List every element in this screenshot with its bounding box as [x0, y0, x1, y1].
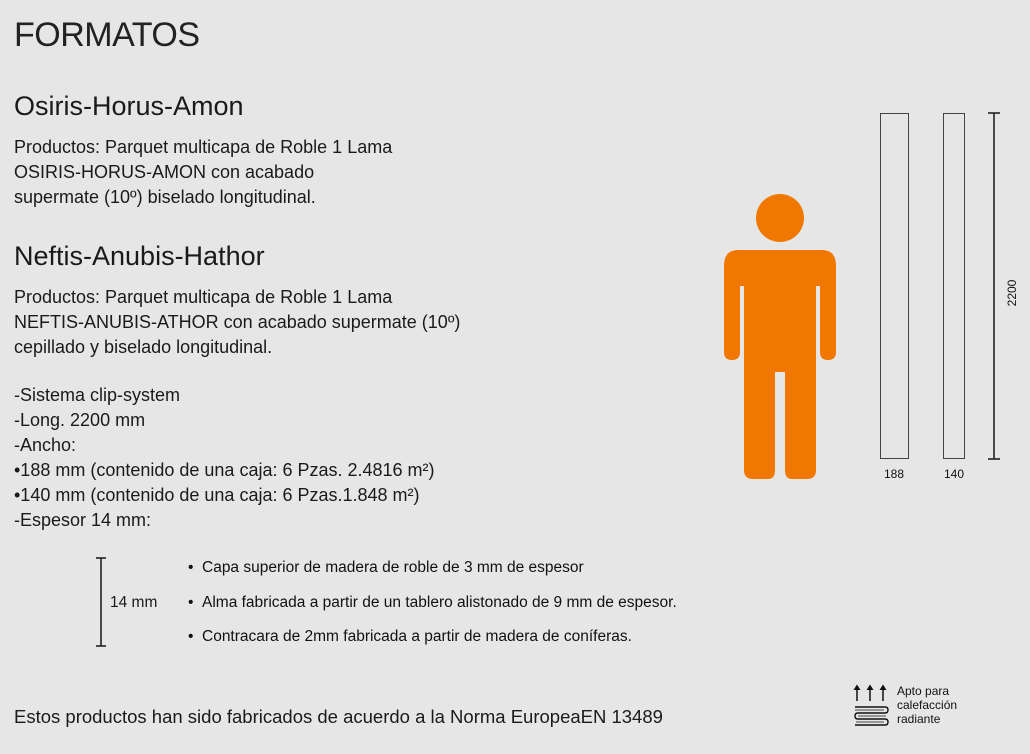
layer-item-core: [188, 594, 677, 612]
length-dimension-icon: [986, 112, 1002, 462]
plank-188: [880, 113, 909, 459]
layer-text: Contracara de 2mm fabricada a partir de madera de coníferas.: [202, 628, 632, 645]
plank-140: [943, 113, 965, 459]
radiant-heating-icon: [852, 684, 892, 730]
plank-width-label-140: 140: [944, 467, 965, 481]
description-line: supermate (10º) biselado longitudinal.: [14, 187, 316, 207]
thickness-bracket-icon: [94, 556, 108, 648]
spec-item: •140 mm (contenido de una caja: 6 Pzas.1.848 m²): [14, 485, 420, 505]
section-description-osiris: [14, 135, 392, 210]
spec-item: -Espesor 14 mm:: [14, 510, 152, 530]
layer-item-top: [188, 559, 584, 577]
bullet-icon: •: [188, 559, 194, 576]
bullet-icon: •: [188, 594, 194, 611]
plank-width-label-188: 188: [884, 467, 905, 481]
thickness-label: 14 mm: [110, 594, 158, 611]
layer-item-back: [188, 628, 632, 646]
description-line: Productos: Parquet multicapa de Roble 1 Lama: [14, 287, 393, 307]
description-line: cepillado y biselado longitudinal.: [14, 337, 273, 357]
heating-badge-text: [897, 684, 957, 726]
page-title: FORMATOS: [14, 16, 200, 54]
length-label: 2200: [1005, 279, 1019, 307]
section-heading-osiris: Osiris-Horus-Amon: [14, 91, 244, 121]
human-figure-icon: [722, 194, 838, 480]
heating-line: Apto para: [897, 684, 950, 698]
spec-item: -Ancho:: [14, 435, 77, 455]
description-line: Productos: Parquet multicapa de Roble 1 Lama: [14, 137, 393, 157]
description-line: OSIRIS-HORUS-AMON con acabado: [14, 162, 315, 182]
heating-line: radiante: [897, 712, 941, 726]
layer-text: Alma fabricada a partir de un tablero alistonado de 9 mm de espesor.: [202, 594, 677, 611]
spec-item: -Sistema clip-system: [14, 385, 181, 405]
bullet-icon: •: [188, 628, 194, 645]
footer-note: Estos productos han sido fabricados de acuerdo a la Norma EuropeaEN 13489: [14, 706, 663, 727]
section-description-neftis: [14, 285, 460, 360]
specs-list: [14, 383, 435, 533]
section-heading-neftis: Neftis-Anubis-Hathor: [14, 241, 265, 271]
heating-line: calefacción: [897, 698, 958, 712]
layer-text: Capa superior de madera de roble de 3 mm de espesor: [202, 559, 584, 576]
spec-item: •188 mm (contenido de una caja: 6 Pzas. 2.4816 m²): [14, 460, 435, 480]
description-line: NEFTIS-ANUBIS-ATHOR con acabado supermate (10º): [14, 312, 461, 332]
spec-item: -Long. 2200 mm: [14, 410, 146, 430]
